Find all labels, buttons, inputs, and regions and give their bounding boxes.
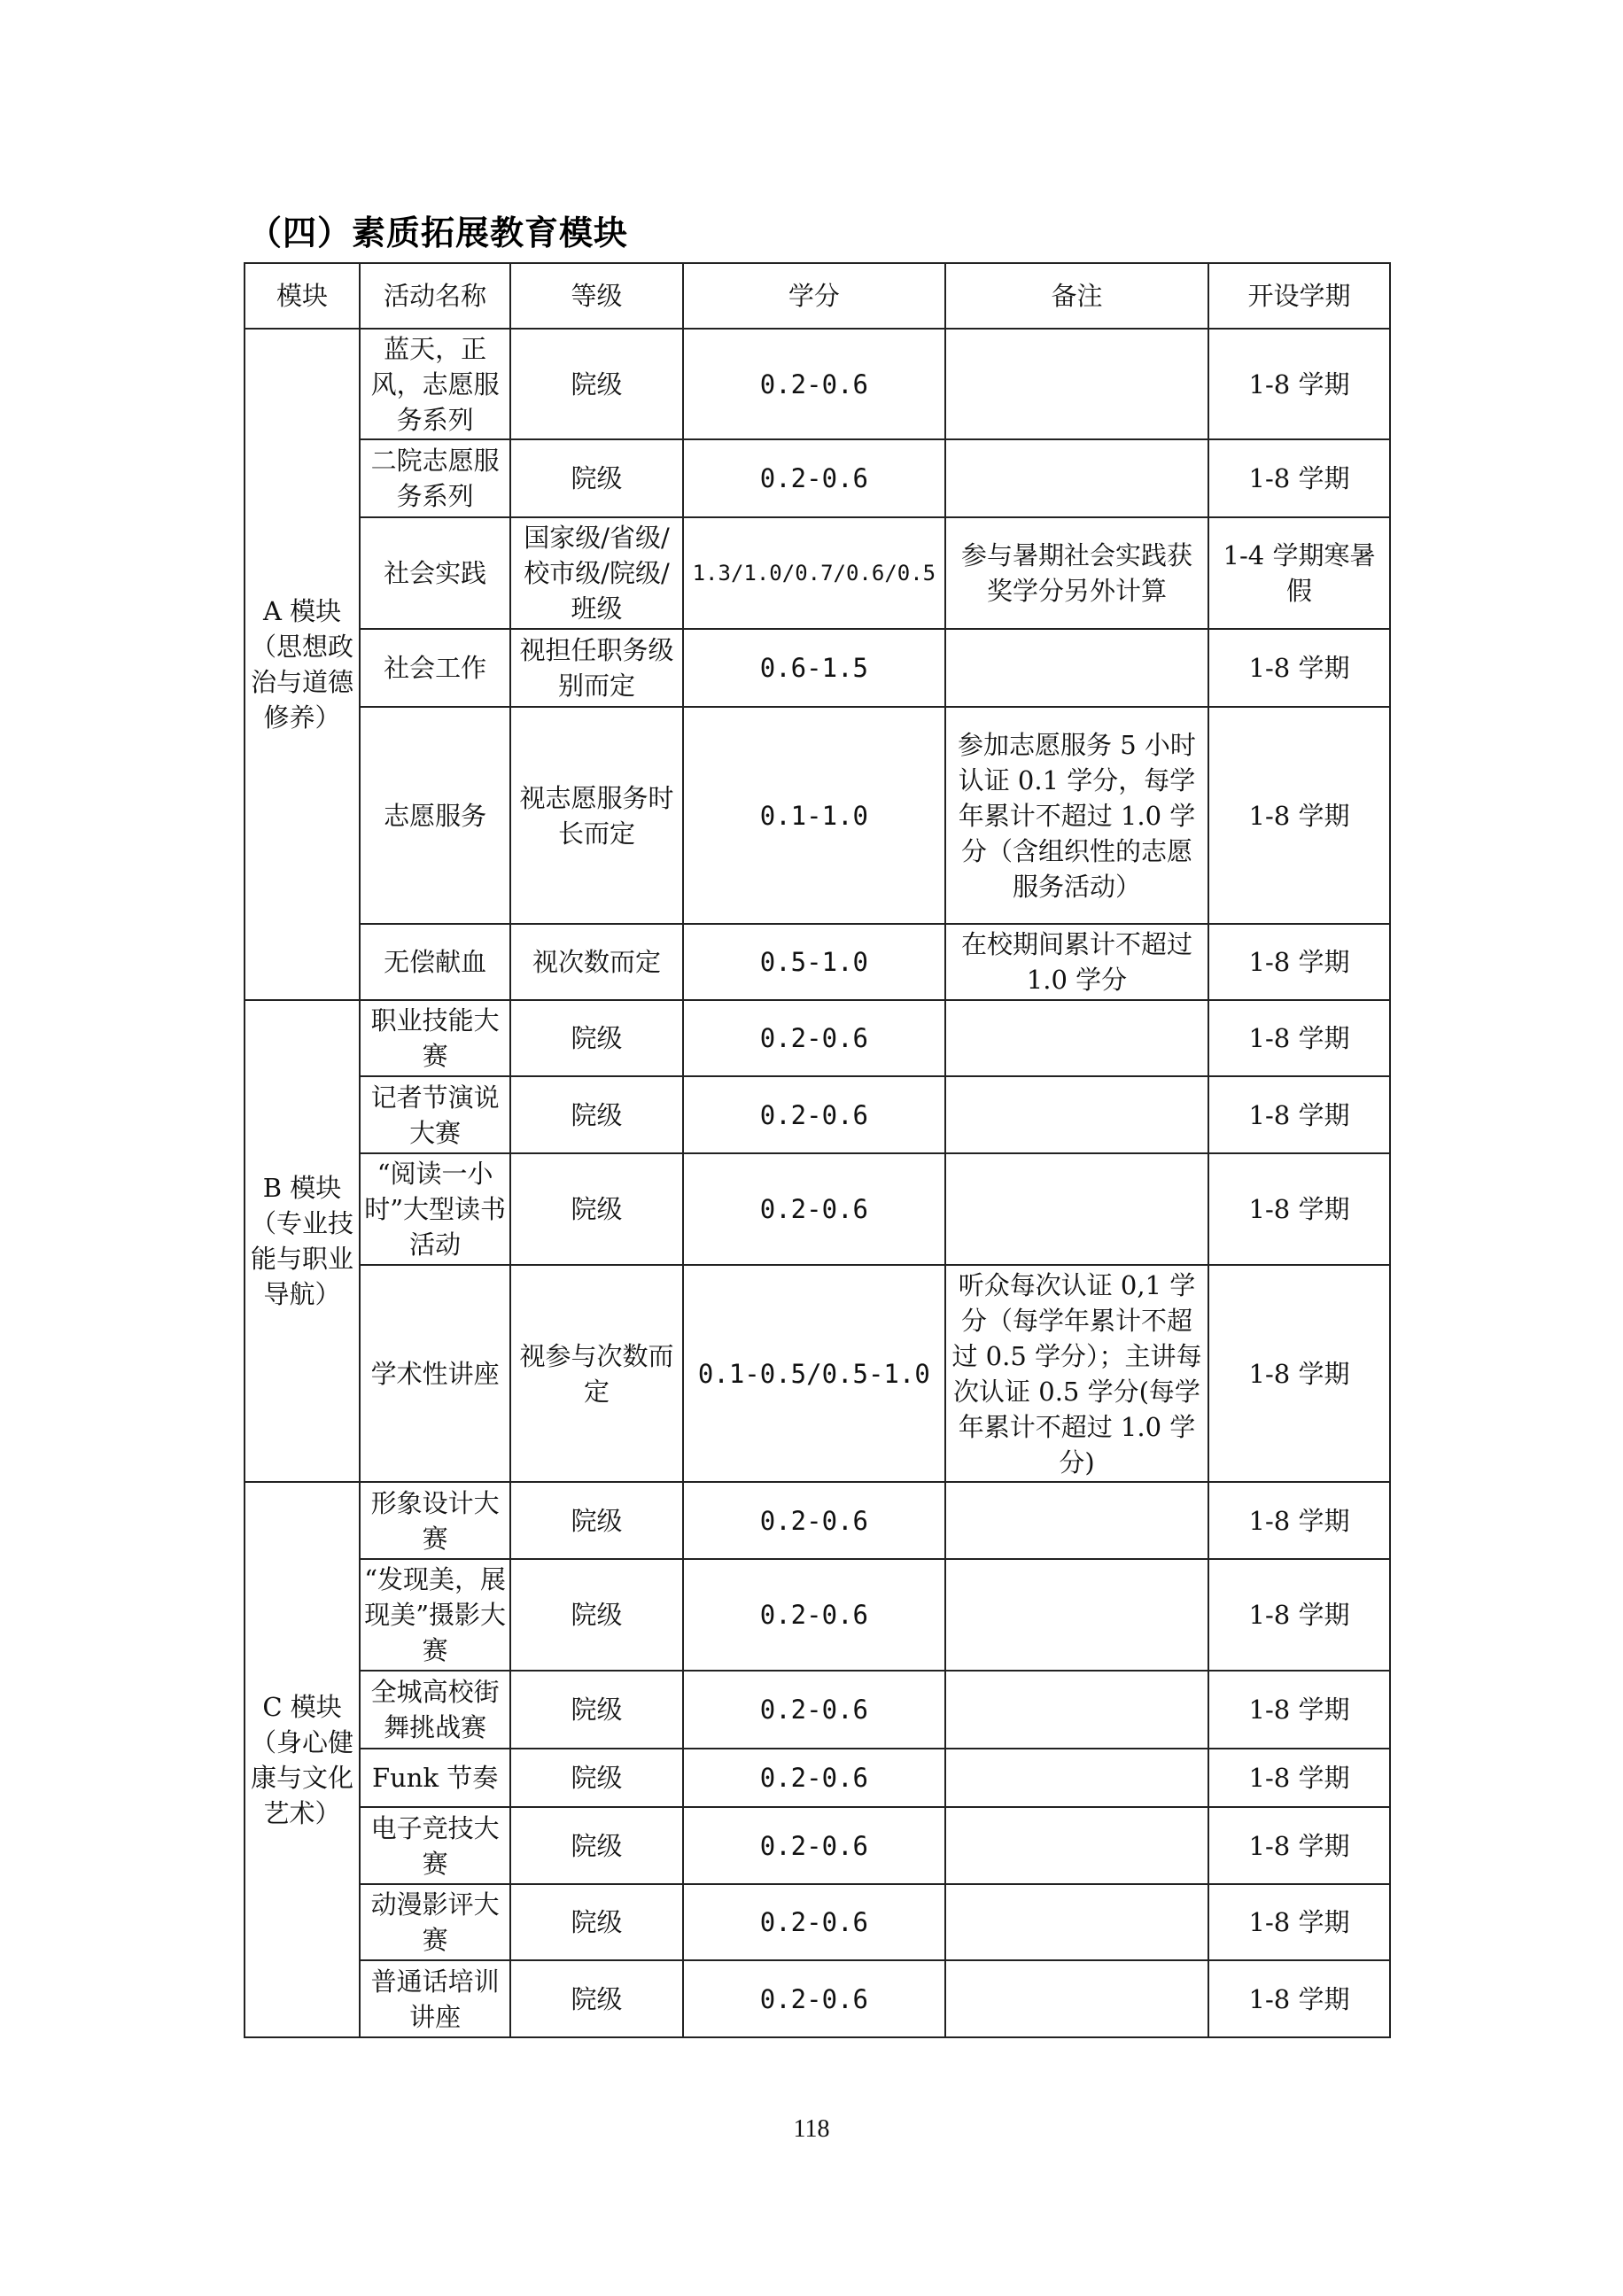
activity-cell: 社会工作 [360, 629, 510, 707]
term-cell: 1-8 学期 [1208, 924, 1390, 1000]
table-row [245, 1807, 1390, 1884]
level-cell: 院级 [510, 1000, 683, 1076]
note-cell [945, 1000, 1208, 1076]
note-cell [945, 1749, 1208, 1807]
table-row [245, 629, 1390, 707]
credit-cell: 0.2-0.6 [683, 329, 945, 439]
term-cell: 1-8 学期 [1208, 1749, 1390, 1807]
term-cell: 1-8 学期 [1208, 1884, 1390, 1960]
term-cell: 1-8 学期 [1208, 707, 1390, 924]
activity-credit-table [244, 262, 1391, 2038]
level-cell: 院级 [510, 1960, 683, 2037]
term-cell: 1-8 学期 [1208, 1000, 1390, 1076]
activity-cell: “阅读一小时”大型读书活动 [360, 1153, 510, 1265]
note-cell [945, 1482, 1208, 1559]
activity-cell: 形象设计大赛 [360, 1482, 510, 1559]
credit-cell: 0.2-0.6 [683, 1153, 945, 1265]
credit-cell: 0.2-0.6 [683, 1000, 945, 1076]
activity-cell: 社会实践 [360, 517, 510, 629]
note-cell [945, 1884, 1208, 1960]
table-row [245, 924, 1390, 1000]
credit-cell: 0.2-0.6 [683, 1884, 945, 1960]
note-cell: 参加志愿服务 5 小时认证 0.1 学分，每学年累计不超过 1.0 学分（含组织性的志愿服务活动） [945, 707, 1208, 924]
level-cell: 院级 [510, 329, 683, 439]
level-cell: 院级 [510, 1749, 683, 1807]
term-cell: 1-8 学期 [1208, 1807, 1390, 1884]
note-cell [945, 1960, 1208, 2037]
credit-cell: 0.2-0.6 [683, 1960, 945, 2037]
term-cell: 1-8 学期 [1208, 329, 1390, 439]
level-cell: 视次数而定 [510, 924, 683, 1000]
table-row [245, 1671, 1390, 1749]
activity-cell: 全城高校街舞挑战赛 [360, 1671, 510, 1749]
table-row [245, 1153, 1390, 1265]
note-cell: 听众每次认证 0,1 学分（每学年累计不超过 0.5 学分）；主讲每次认证 0.5 学分(每学年累计不超过 1.0 学分) [945, 1265, 1208, 1482]
module-cell-b: B 模块（专业技能与职业导航） [245, 1000, 360, 1482]
note-cell [945, 1559, 1208, 1671]
header-credit: 学分 [683, 263, 945, 329]
credit-cell: 0.1-0.5/0.5-1.0 [683, 1265, 945, 1482]
table-row [245, 517, 1390, 629]
activity-cell: 动漫影评大赛 [360, 1884, 510, 1960]
level-cell: 院级 [510, 1884, 683, 1960]
table-row [245, 1559, 1390, 1671]
term-cell: 1-8 学期 [1208, 1482, 1390, 1559]
credit-cell: 0.2-0.6 [683, 1807, 945, 1884]
level-cell: 院级 [510, 439, 683, 517]
activity-cell: 电子竞技大赛 [360, 1807, 510, 1884]
term-cell: 1-8 学期 [1208, 1559, 1390, 1671]
level-cell: 院级 [510, 1076, 683, 1153]
activity-cell: 二院志愿服务系列 [360, 439, 510, 517]
module-cell-c: C 模块（身心健康与文化艺术） [245, 1482, 360, 2037]
activity-cell: Funk 节奏 [360, 1749, 510, 1807]
level-cell: 院级 [510, 1671, 683, 1749]
module-cell-a: A 模块（思想政治与道德修养） [245, 329, 360, 1000]
header-note: 备注 [945, 263, 1208, 329]
term-cell: 1-8 学期 [1208, 1960, 1390, 2037]
table-row [245, 1076, 1390, 1153]
term-cell: 1-8 学期 [1208, 439, 1390, 517]
term-cell: 1-8 学期 [1208, 629, 1390, 707]
note-cell [945, 1671, 1208, 1749]
table-row [245, 1884, 1390, 1960]
level-cell: 视担任职务级别而定 [510, 629, 683, 707]
table-row [245, 1265, 1390, 1482]
credit-cell: 0.5-1.0 [683, 924, 945, 1000]
table-row [245, 329, 1390, 439]
note-cell [945, 1807, 1208, 1884]
credit-cell: 0.2-0.6 [683, 1559, 945, 1671]
term-cell: 1-8 学期 [1208, 1671, 1390, 1749]
note-cell [945, 629, 1208, 707]
level-cell: 院级 [510, 1807, 683, 1884]
term-cell: 1-4 学期寒暑假 [1208, 517, 1390, 629]
note-cell [945, 1076, 1208, 1153]
term-cell: 1-8 学期 [1208, 1265, 1390, 1482]
table-row [245, 1482, 1390, 1559]
note-cell [945, 439, 1208, 517]
credit-cell: 1.3/1.0/0.7/0.6/0.5 [683, 517, 945, 629]
table-row [245, 1000, 1390, 1076]
level-cell: 院级 [510, 1153, 683, 1265]
activity-cell: 记者节演说大赛 [360, 1076, 510, 1153]
term-cell: 1-8 学期 [1208, 1076, 1390, 1153]
section-heading: （四）素质拓展教育模块 [248, 213, 629, 252]
activity-cell: 学术性讲座 [360, 1265, 510, 1482]
credit-cell: 0.6-1.5 [683, 629, 945, 707]
credit-cell: 0.2-0.6 [683, 1671, 945, 1749]
table-header-row [245, 263, 1390, 329]
activity-cell: 无偿献血 [360, 924, 510, 1000]
table-row [245, 439, 1390, 517]
note-cell [945, 329, 1208, 439]
header-term: 开设学期 [1208, 263, 1390, 329]
table-row [245, 1749, 1390, 1807]
note-cell: 在校期间累计不超过 1.0 学分 [945, 924, 1208, 1000]
page-number: 118 [793, 2115, 830, 2143]
level-cell: 国家级/省级/校市级/院级/班级 [510, 517, 683, 629]
term-cell: 1-8 学期 [1208, 1153, 1390, 1265]
activity-cell: 职业技能大赛 [360, 1000, 510, 1076]
credit-cell: 0.2-0.6 [683, 1482, 945, 1559]
activity-cell: 志愿服务 [360, 707, 510, 924]
level-cell: 视志愿服务时长而定 [510, 707, 683, 924]
level-cell: 视参与次数而定 [510, 1265, 683, 1482]
header-level: 等级 [510, 263, 683, 329]
note-cell [945, 1153, 1208, 1265]
activity-cell: 蓝天，正风，志愿服务系列 [360, 329, 510, 439]
note-cell: 参与暑期社会实践获奖学分另外计算 [945, 517, 1208, 629]
activity-cell: “发现美，展现美”摄影大赛 [360, 1559, 510, 1671]
level-cell: 院级 [510, 1559, 683, 1671]
credit-cell: 0.2-0.6 [683, 1749, 945, 1807]
activity-cell: 普通话培训讲座 [360, 1960, 510, 2037]
level-cell: 院级 [510, 1482, 683, 1559]
table-row [245, 1960, 1390, 2037]
credit-cell: 0.2-0.6 [683, 1076, 945, 1153]
credit-cell: 0.2-0.6 [683, 439, 945, 517]
header-activity: 活动名称 [360, 263, 510, 329]
table-row [245, 707, 1390, 924]
header-module: 模块 [245, 263, 360, 329]
credit-cell: 0.1-1.0 [683, 707, 945, 924]
